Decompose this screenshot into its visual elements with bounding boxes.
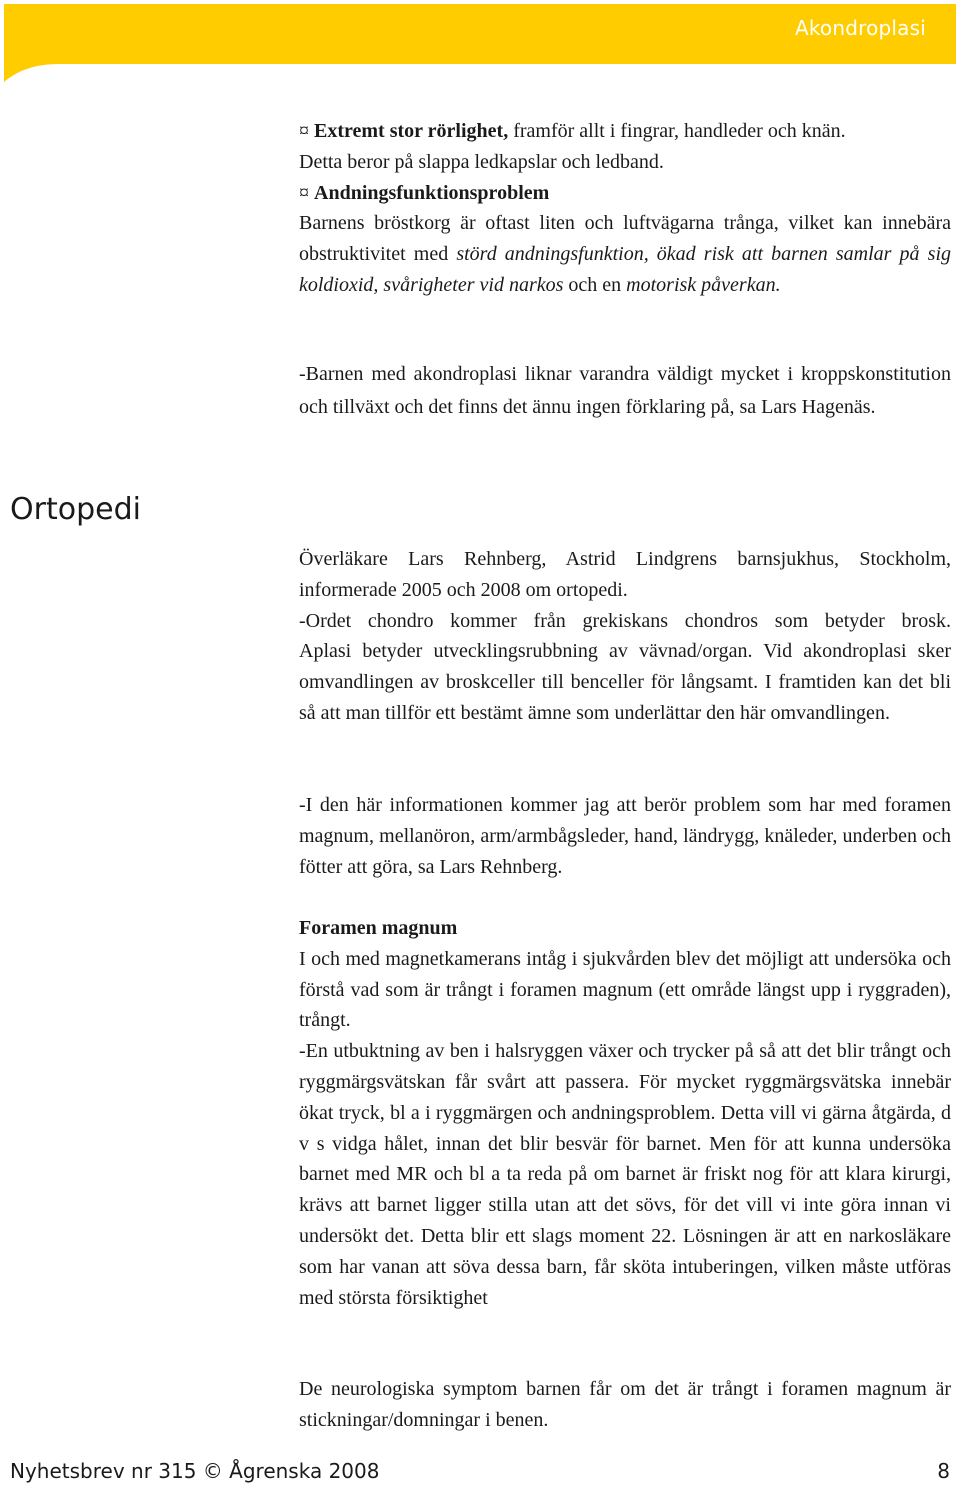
foramen-magnum-block [299, 913, 951, 1313]
foramen-magnum-paragraph1: I och med magnetkamerans intåg i sjukvården blev det möjligt att undersöka och förstå vad som är trångt i foramen magnum (ett område längst upp i ryggraden), trångt. [299, 947, 951, 1032]
header-title: Akondroplasi [794, 16, 926, 40]
rehnberg-intro-block [299, 544, 951, 729]
rehnberg-quote-block [299, 790, 951, 882]
bullet-mobility-line2: Detta beror på slappa ledkapslar och ledband. [299, 150, 664, 173]
rehnberg-line3: -Ordet chondro kommer från grekiskans chondros som betyder brosk. [299, 609, 951, 632]
bullet-symbol: ¤ [299, 181, 309, 204]
neurological-paragraph: De neurologiska symptom barnen får om det är trångt i foramen magnum är stickningar/domningar i benen. [299, 1378, 951, 1431]
breathing-text-italic1: störd andningsfunktion, ökad risk att barnen samlar på sig koldioxid, svårigheter vid narkos [299, 243, 951, 296]
bullet-breathing-title: Andningsfunktionsproblem [314, 181, 550, 204]
hagenas-quote: -Barnen med akondroplasi liknar varandra väldigt mycket i kroppskonstitution och tillväxt och det finns det ännu ingen förklaring på, sa Lars Hagenäs. [299, 363, 951, 418]
breathing-text-italic2: motorisk påverkan. [626, 273, 781, 296]
rehnberg-line1: Överläkare Lars Rehnberg, Astrid Lindgrens barnsjukhus, Stockholm, [299, 548, 951, 570]
breathing-text-a: Barnens bröstkorg är oftast liten och luftvägarna trånga, vilket kan innebära obstruktivitet med [299, 212, 951, 266]
neurological-block [299, 1374, 951, 1436]
bullet-mobility-title: Extremt stor rörlighet, [314, 120, 509, 142]
bullet-symbol: ¤ [299, 120, 309, 142]
hagenas-quote-block [299, 358, 951, 424]
bullet-breathing [299, 178, 951, 209]
bullet-mobility-text: framför allt i fingrar, handleder och knän. [508, 120, 846, 142]
rehnberg-line2: informerade 2005 och 2008 om ortopedi. [299, 578, 628, 601]
foramen-magnum-paragraph2: -En utbuktning av ben i halsryggen växer och trycker på så att det blir trångt och ryggmärgsvätskan får svårt att passera. För mycket ryggmärgsvätska innebär ökat tryck, bl a i ryggmärgen och andningsproblem. Detta vill vi gärna åtgärda, d v s vidga hålet, innan det blir besvär för barnet. Men för att kunna undersöka barnet med MR och bl a ta reda på om barnet är friskt nog för att klara kirurgi, krävs att barnet ligger stilla utan att det sövs, för det vill vi inte göra innan vi undersökt det. Detta blir ett slags moment 22. Lösningen är att en narkosläkare som har vanan att söva dessa barn, får sköta intuberingen, vilken måste utföras med största försiktighet [299, 1040, 951, 1309]
section-heading-ortopedi: Ortopedi [10, 492, 141, 527]
footer-newsletter: Nyhetsbrev nr 315 © Ågrenska 2008 [10, 1459, 380, 1483]
rehnberg-quote: -I den här informationen kommer jag att berör problem som har med foramen magnum, mellanöron, arm/armbågsleder, hand, ländrygg, knäleder, underben och fötter att göra, sa Lars Rehnberg. [299, 794, 951, 878]
bullet-mobility [299, 116, 951, 147]
intro-block [299, 116, 951, 301]
header-band [0, 0, 960, 90]
breathing-text-b: och en [563, 273, 627, 296]
footer-page-number: 8 [937, 1459, 950, 1483]
aplasi-paragraph: Aplasi betyder utvecklingsrubbning av vävnad/organ. Vid akondroplasi sker omvandlingen av broskceller till benceller för långsamt. I framtiden kan det bli så att man tillför ett bestämt ämne som underlättar den här omvandlingen. [299, 640, 951, 724]
breathing-paragraph [299, 208, 951, 300]
foramen-magnum-heading: Foramen magnum [299, 917, 458, 939]
